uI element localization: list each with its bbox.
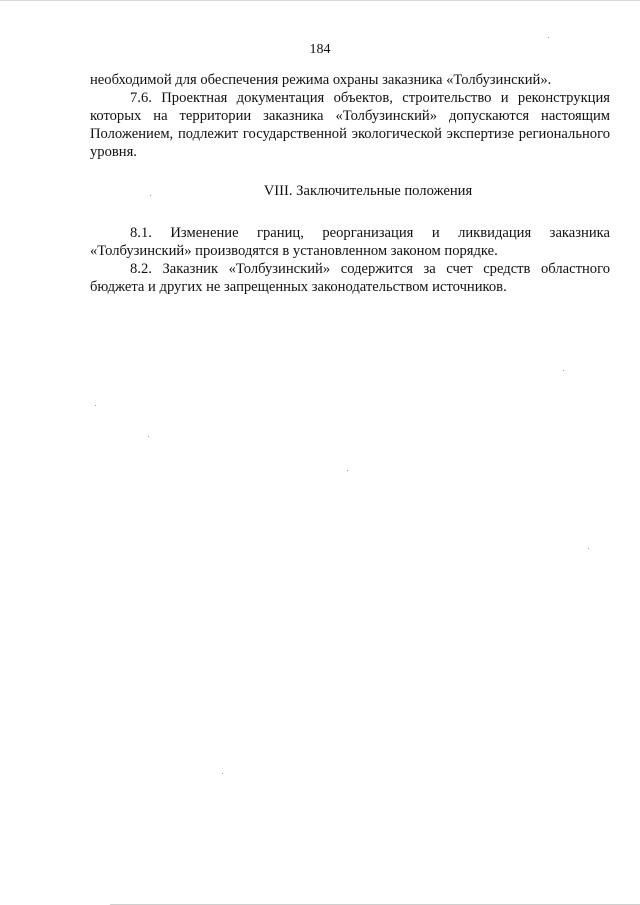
scan-speck xyxy=(588,548,589,549)
paragraph-8-1: 8.1. Изменение границ, реорганизация и ликвидация заказника «Толбузинский» производятся в установленном законом порядке. xyxy=(90,225,610,259)
scan-speck xyxy=(148,436,149,437)
paragraph-7-6: 7.6. Проектная документация объектов, строительство и реконструкция которых на территории заказника «Толбузинский» допускаются настоящим Положением, подлежит государственной экологической экспертизе регионального уровня. xyxy=(90,90,610,160)
section-7-text xyxy=(90,71,610,161)
scan-speck xyxy=(347,470,348,471)
scan-speck xyxy=(150,195,151,196)
scan-speck xyxy=(222,773,223,774)
scan-speck xyxy=(548,37,549,38)
continuation-paragraph: необходимой для обеспечения режима охраны заказника «Толбузинский». xyxy=(90,72,552,88)
scan-speck xyxy=(563,370,564,371)
paragraph-8-2: 8.2. Заказник «Толбузинский» содержится за счет средств областного бюджета и других не запрещенных законодательством источников. xyxy=(90,261,610,295)
section-8-heading: VIII. Заключительные положения xyxy=(263,183,473,199)
scan-speck xyxy=(95,405,96,406)
scan-edge-top xyxy=(0,0,640,1)
page-number: 184 xyxy=(309,42,331,57)
section-8-text xyxy=(90,224,610,296)
